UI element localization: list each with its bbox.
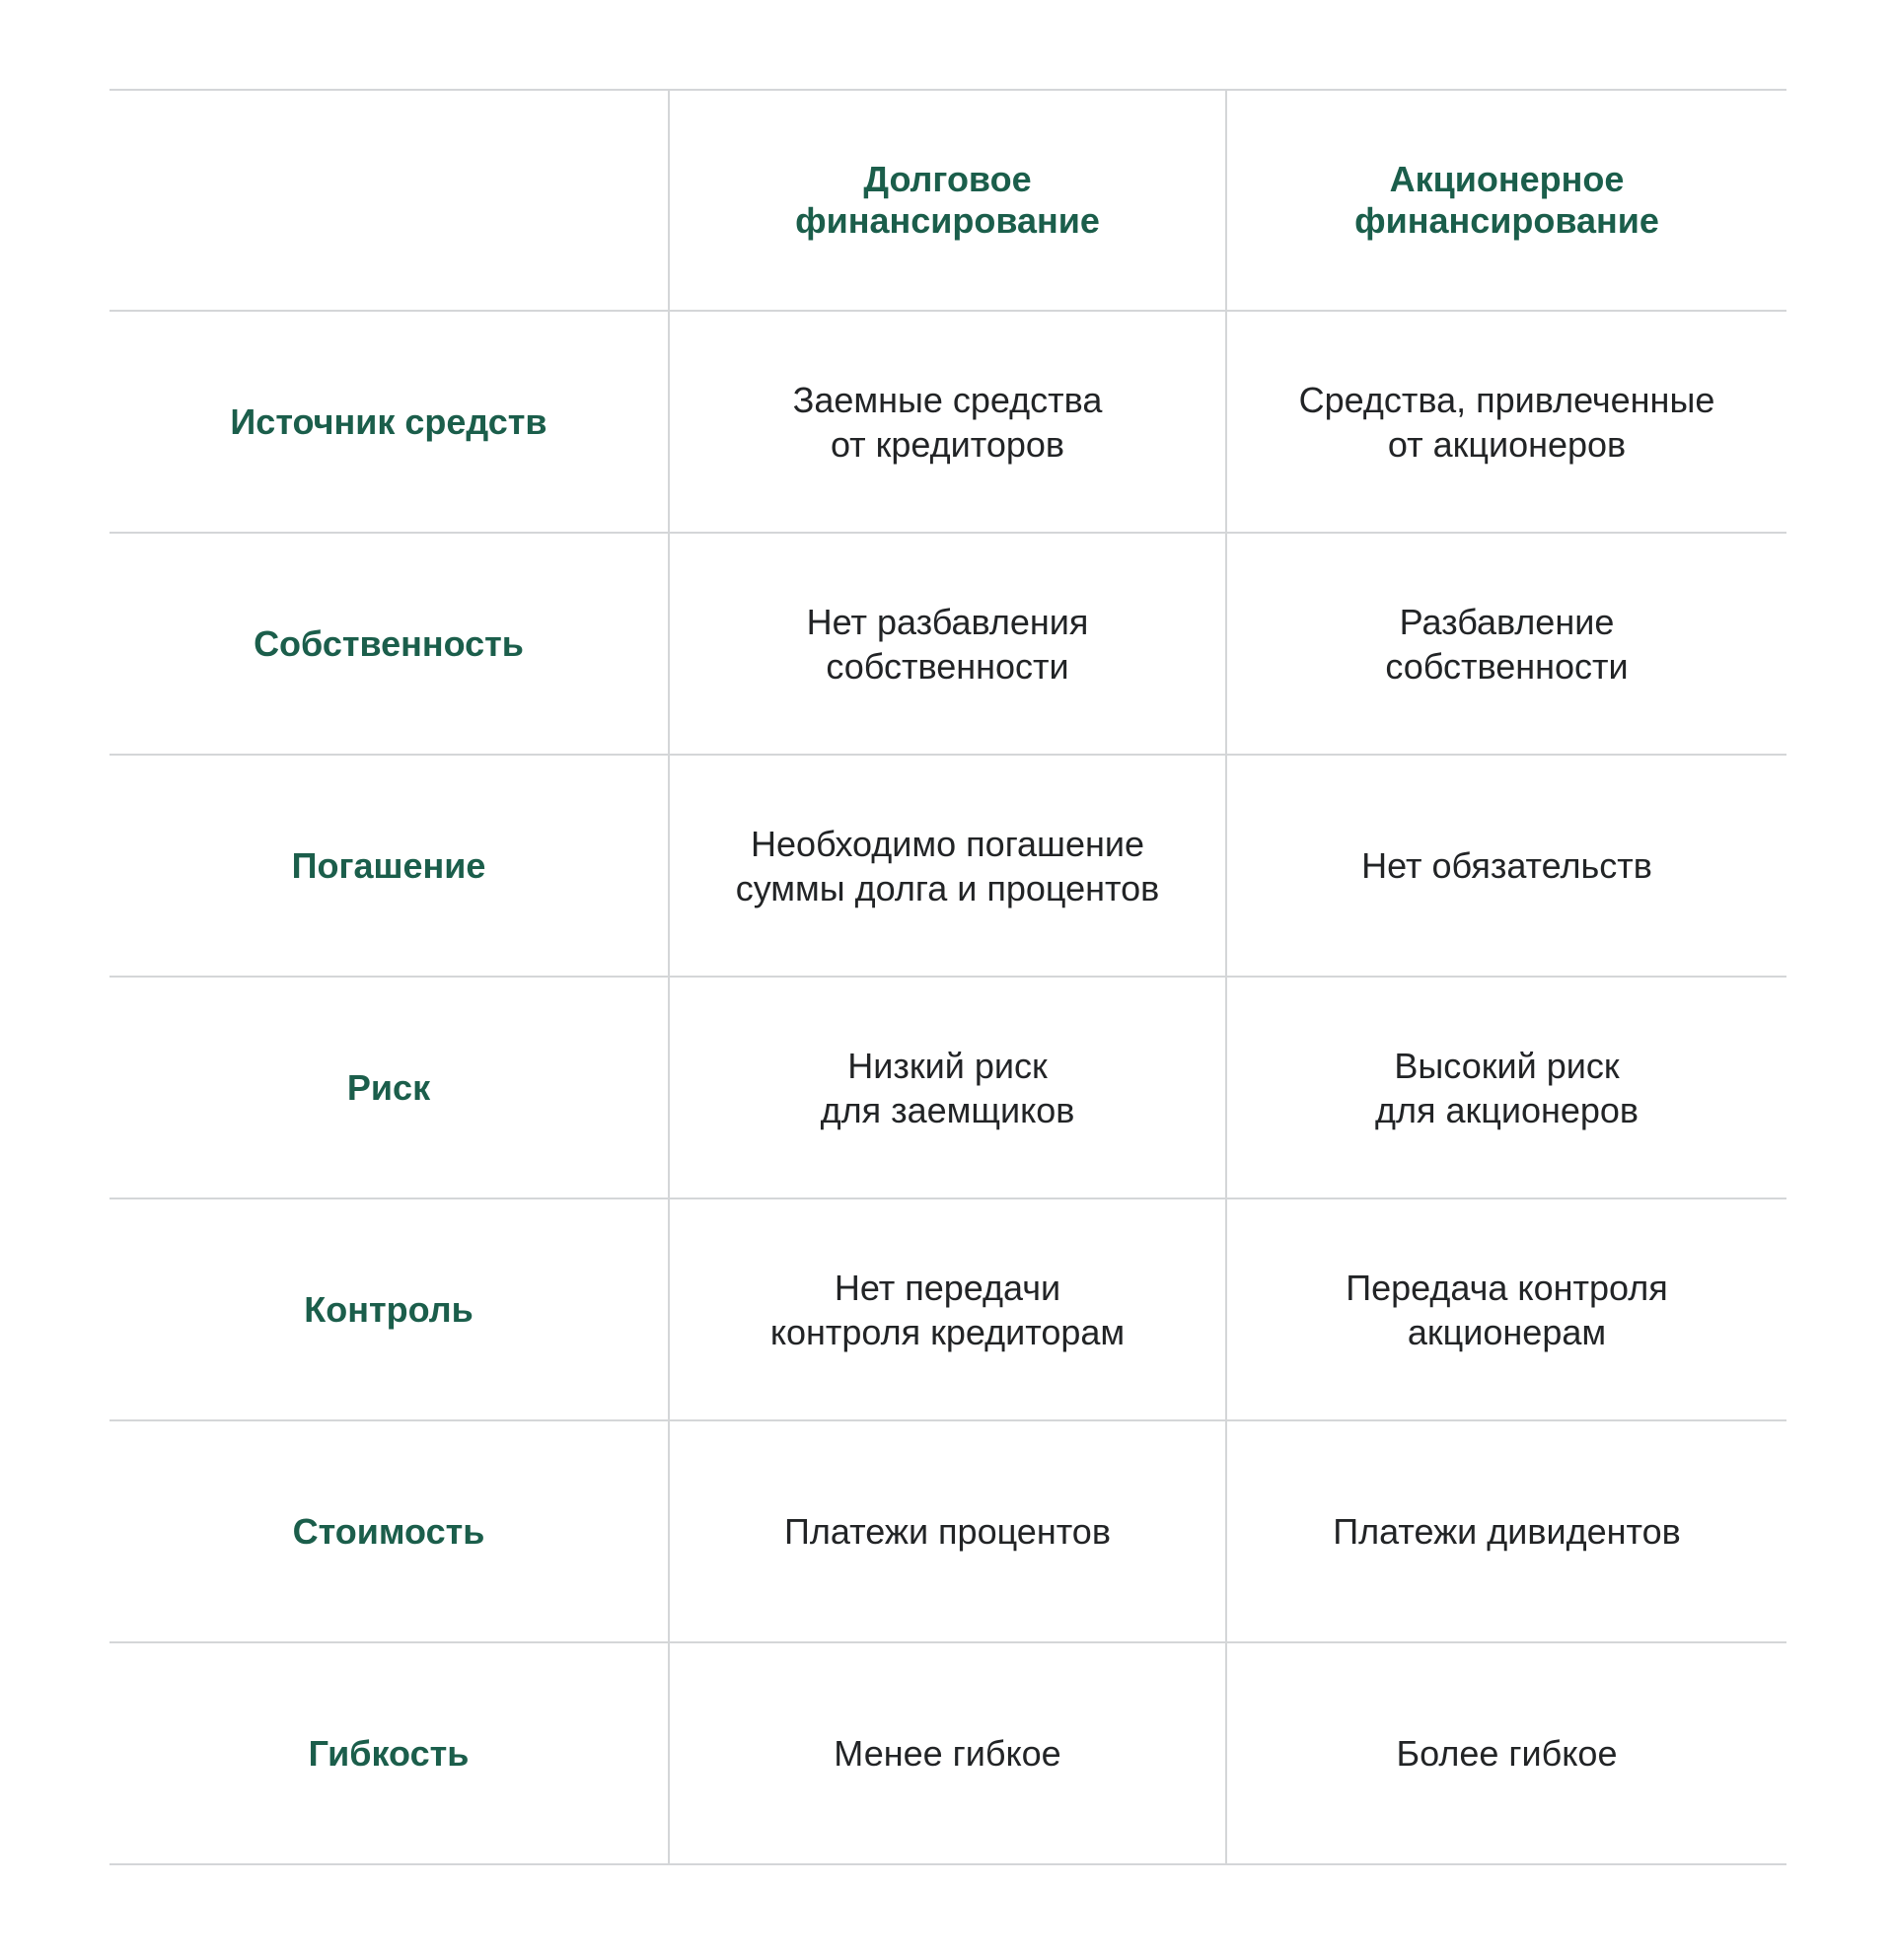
row-label: Контроль [109, 1198, 669, 1420]
cell-line: Нет передачи [834, 1267, 1061, 1308]
cell-line: Нет разбавления [806, 601, 1089, 642]
debt-cell [669, 1420, 1226, 1642]
debt-cell [669, 533, 1226, 755]
cell-line: от акционеров [1387, 423, 1627, 465]
cell-line: Необходимо погашение [751, 823, 1144, 864]
column-header-debt-line: финансирование [795, 200, 1100, 241]
cell-line: для заемщиков [820, 1089, 1075, 1130]
cell-line: Средства, привлеченные [1298, 379, 1715, 420]
row-label: Собственность [109, 533, 669, 755]
equity-cell [1226, 977, 1786, 1198]
table-row [109, 311, 1786, 533]
equity-cell [1226, 1642, 1786, 1864]
cell-line: Более гибкое [1396, 1733, 1618, 1774]
header-row [109, 90, 1786, 311]
table-row [109, 755, 1786, 977]
column-header-equity-line: Акционерное [1389, 159, 1625, 199]
debt-cell [669, 977, 1226, 1198]
equity-cell [1226, 1198, 1786, 1420]
equity-cell [1226, 533, 1786, 755]
equity-cell [1226, 1420, 1786, 1642]
cell-line: суммы долга и процентов [735, 867, 1160, 908]
cell-line: акционерам [1407, 1311, 1607, 1352]
table-row [109, 1198, 1786, 1420]
corner-cell [109, 90, 669, 311]
cell-line: от кредиторов [830, 423, 1065, 465]
cell-line: Высокий риск [1394, 1045, 1620, 1086]
column-header-equity-line: финансирование [1354, 200, 1659, 241]
debt-cell [669, 1642, 1226, 1864]
column-header-equity [1226, 90, 1786, 311]
column-header-debt [669, 90, 1226, 311]
row-label: Стоимость [109, 1420, 669, 1642]
row-label: Гибкость [109, 1642, 669, 1864]
row-label: Погашение [109, 755, 669, 977]
cell-line: Платежи дивидентов [1333, 1511, 1681, 1552]
cell-line: Нет обязательств [1361, 845, 1652, 886]
cell-line: Менее гибкое [834, 1733, 1061, 1774]
cell-line: собственности [826, 645, 1069, 687]
equity-cell [1226, 311, 1786, 533]
row-label: Риск [109, 977, 669, 1198]
table-row [109, 1420, 1786, 1642]
table-row [109, 533, 1786, 755]
table-row [109, 1642, 1786, 1864]
table-row [109, 977, 1786, 1198]
cell-line: собственности [1385, 645, 1629, 687]
row-label: Источник средств [109, 311, 669, 533]
cell-line: Заемные средства [792, 379, 1103, 420]
cell-line: Платежи процентов [784, 1511, 1111, 1552]
column-header-debt-line: Долговое [863, 159, 1032, 199]
cell-line: Низкий риск [847, 1045, 1048, 1086]
cell-line: Передача контроля [1346, 1267, 1668, 1308]
cell-line: Разбавление [1399, 601, 1615, 642]
cell-line: контроля кредиторам [769, 1311, 1126, 1352]
cell-line: для акционеров [1374, 1089, 1639, 1130]
debt-cell [669, 1198, 1226, 1420]
debt-cell [669, 311, 1226, 533]
debt-cell [669, 755, 1226, 977]
equity-cell [1226, 755, 1786, 977]
comparison-table [109, 89, 1786, 1865]
